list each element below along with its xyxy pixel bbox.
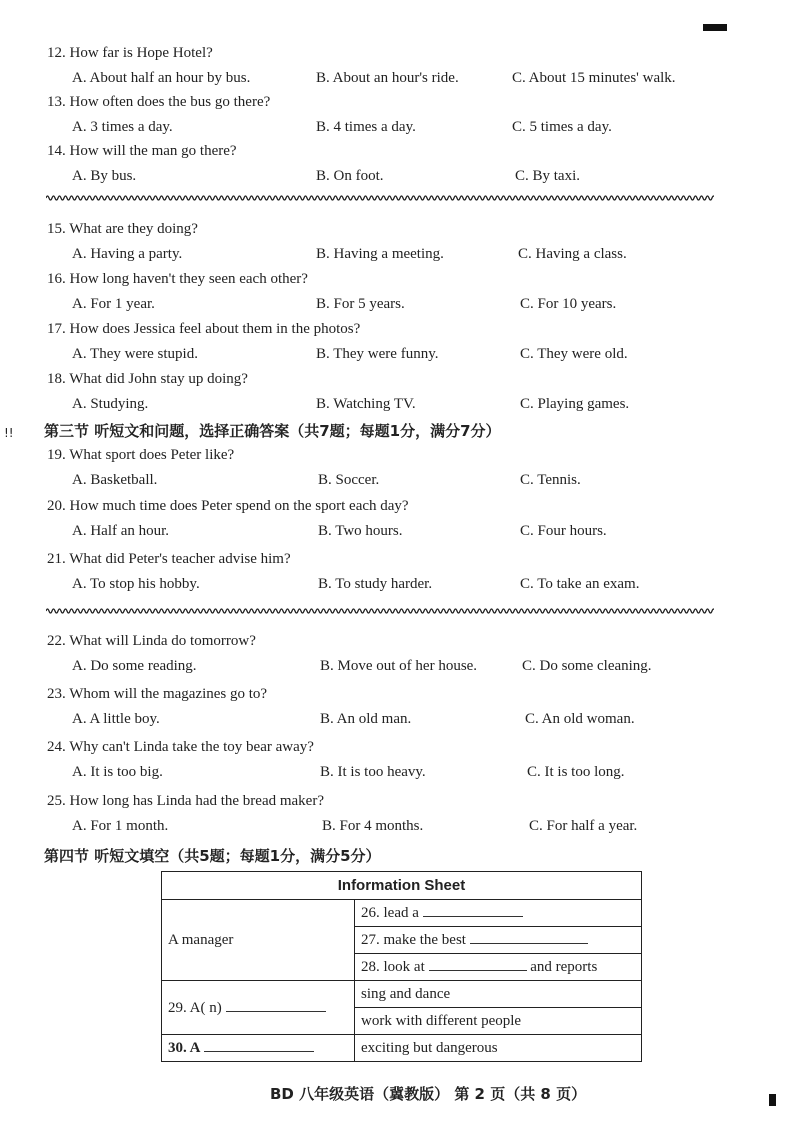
information-sheet-table [161, 871, 642, 1062]
option-a[interactable]: A. Do some reading. [72, 658, 197, 674]
question-19: 19. What sport does Peter like? [47, 447, 235, 463]
question-15: 15. What are they doing? [47, 221, 198, 237]
cell-sing-dance: sing and dance [355, 981, 642, 1008]
question-13: 13. How often does the bus go there? [47, 94, 271, 110]
wavy-divider [46, 607, 714, 615]
option-b[interactable]: B. To study harder. [318, 576, 433, 592]
option-b[interactable]: B. An old man. [320, 711, 412, 727]
question-16: 16. How long haven't they seen each other? [47, 271, 308, 287]
option-b[interactable]: B. On foot. [316, 168, 384, 184]
blank-27[interactable] [470, 931, 588, 944]
question-25: 25. How long has Linda had the bread maker? [47, 793, 324, 809]
manager-cell: A manager [162, 900, 355, 981]
blank-26[interactable] [423, 904, 523, 917]
question-22: 22. What will Linda do tomorrow? [47, 633, 256, 649]
option-c[interactable]: C. Playing games. [520, 396, 630, 412]
option-a[interactable]: A. About half an hour by bus. [72, 70, 251, 86]
option-c[interactable]: C. Tennis. [520, 472, 581, 488]
row-29: 29. A( n) [162, 981, 355, 1035]
row-28: 28. look at and reports [355, 954, 642, 981]
blank-30[interactable] [204, 1039, 314, 1052]
corner-mark-top [703, 24, 727, 31]
option-b[interactable]: B. Soccer. [318, 472, 380, 488]
question-20: 20. How much time does Peter spend on the sport each day? [47, 498, 409, 514]
question-18: 18. What did John stay up doing? [47, 371, 248, 387]
margin-note: !! [4, 426, 14, 440]
cell-work-people: work with different people [355, 1008, 642, 1035]
option-a[interactable]: A. By bus. [72, 168, 137, 184]
question-23: 23. Whom will the magazines go to? [47, 686, 268, 702]
question-14: 14. How will the man go there? [47, 143, 237, 159]
option-a[interactable]: A. It is too big. [72, 764, 163, 780]
option-a[interactable]: A. A little boy. [72, 711, 160, 727]
option-c[interactable]: C. Four hours. [520, 523, 607, 539]
option-c[interactable]: C. By taxi. [515, 168, 581, 184]
option-b[interactable]: B. About an hour's ride. [316, 70, 459, 86]
option-a[interactable]: A. Having a party. [72, 246, 183, 262]
option-b[interactable]: B. For 5 years. [316, 296, 405, 312]
option-c[interactable]: C. They were old. [520, 346, 628, 362]
option-c[interactable]: C. About 15 minutes' walk. [512, 70, 676, 86]
option-c[interactable]: C. It is too long. [527, 764, 625, 780]
option-b[interactable]: B. Having a meeting. [316, 246, 444, 262]
option-a[interactable]: A. To stop his hobby. [72, 576, 200, 592]
page-footer: BD 八年级英语（冀教版） 第 2 页（共 8 页） [270, 1085, 587, 1103]
option-a[interactable]: A. For 1 month. [72, 818, 169, 834]
question-17: 17. How does Jessica feel about them in the photos? [47, 321, 361, 337]
option-c[interactable]: C. An old woman. [525, 711, 635, 727]
option-a[interactable]: A. For 1 year. [72, 296, 155, 312]
blank-29[interactable] [226, 999, 326, 1012]
option-c[interactable]: C. For 10 years. [520, 296, 617, 312]
option-b[interactable]: B. They were funny. [316, 346, 439, 362]
option-a[interactable]: A. They were stupid. [72, 346, 198, 362]
table-header: Information Sheet [162, 872, 642, 900]
option-b[interactable]: B. For 4 months. [322, 818, 424, 834]
option-b[interactable]: B. Two hours. [318, 523, 403, 539]
option-c[interactable]: C. Having a class. [518, 246, 627, 262]
question-12: 12. How far is Hope Hotel? [47, 45, 213, 61]
option-c[interactable]: C. 5 times a day. [512, 119, 612, 135]
wavy-divider [46, 194, 714, 202]
option-c[interactable]: C. For half a year. [529, 818, 638, 834]
section-4-heading: 第四节 听短文填空（共5题；每题1分，满分5分） [44, 847, 381, 865]
row-27: 27. make the best [355, 927, 642, 954]
option-b[interactable]: B. Watching TV. [316, 396, 416, 412]
option-a[interactable]: A. Studying. [72, 396, 149, 412]
corner-mark-bottom [769, 1094, 776, 1106]
option-c[interactable]: C. To take an exam. [520, 576, 640, 592]
section-3-heading: 第三节 听短文和问题，选择正确答案（共7题；每题1分，满分7分） [44, 422, 501, 440]
row-30: 30. A [162, 1035, 355, 1062]
option-b[interactable]: B. It is too heavy. [320, 764, 426, 780]
row-26: 26. lead a [355, 900, 642, 927]
option-b[interactable]: B. 4 times a day. [316, 119, 416, 135]
option-b[interactable]: B. Move out of her house. [320, 658, 478, 674]
option-a[interactable]: A. Basketball. [72, 472, 158, 488]
blank-28[interactable] [429, 958, 527, 971]
question-24: 24. Why can't Linda take the toy bear away? [47, 739, 314, 755]
option-a[interactable]: A. Half an hour. [72, 523, 170, 539]
option-c[interactable]: C. Do some cleaning. [522, 658, 652, 674]
question-21: 21. What did Peter's teacher advise him? [47, 551, 291, 567]
cell-exciting: exciting but dangerous [355, 1035, 642, 1062]
option-a[interactable]: A. 3 times a day. [72, 119, 173, 135]
